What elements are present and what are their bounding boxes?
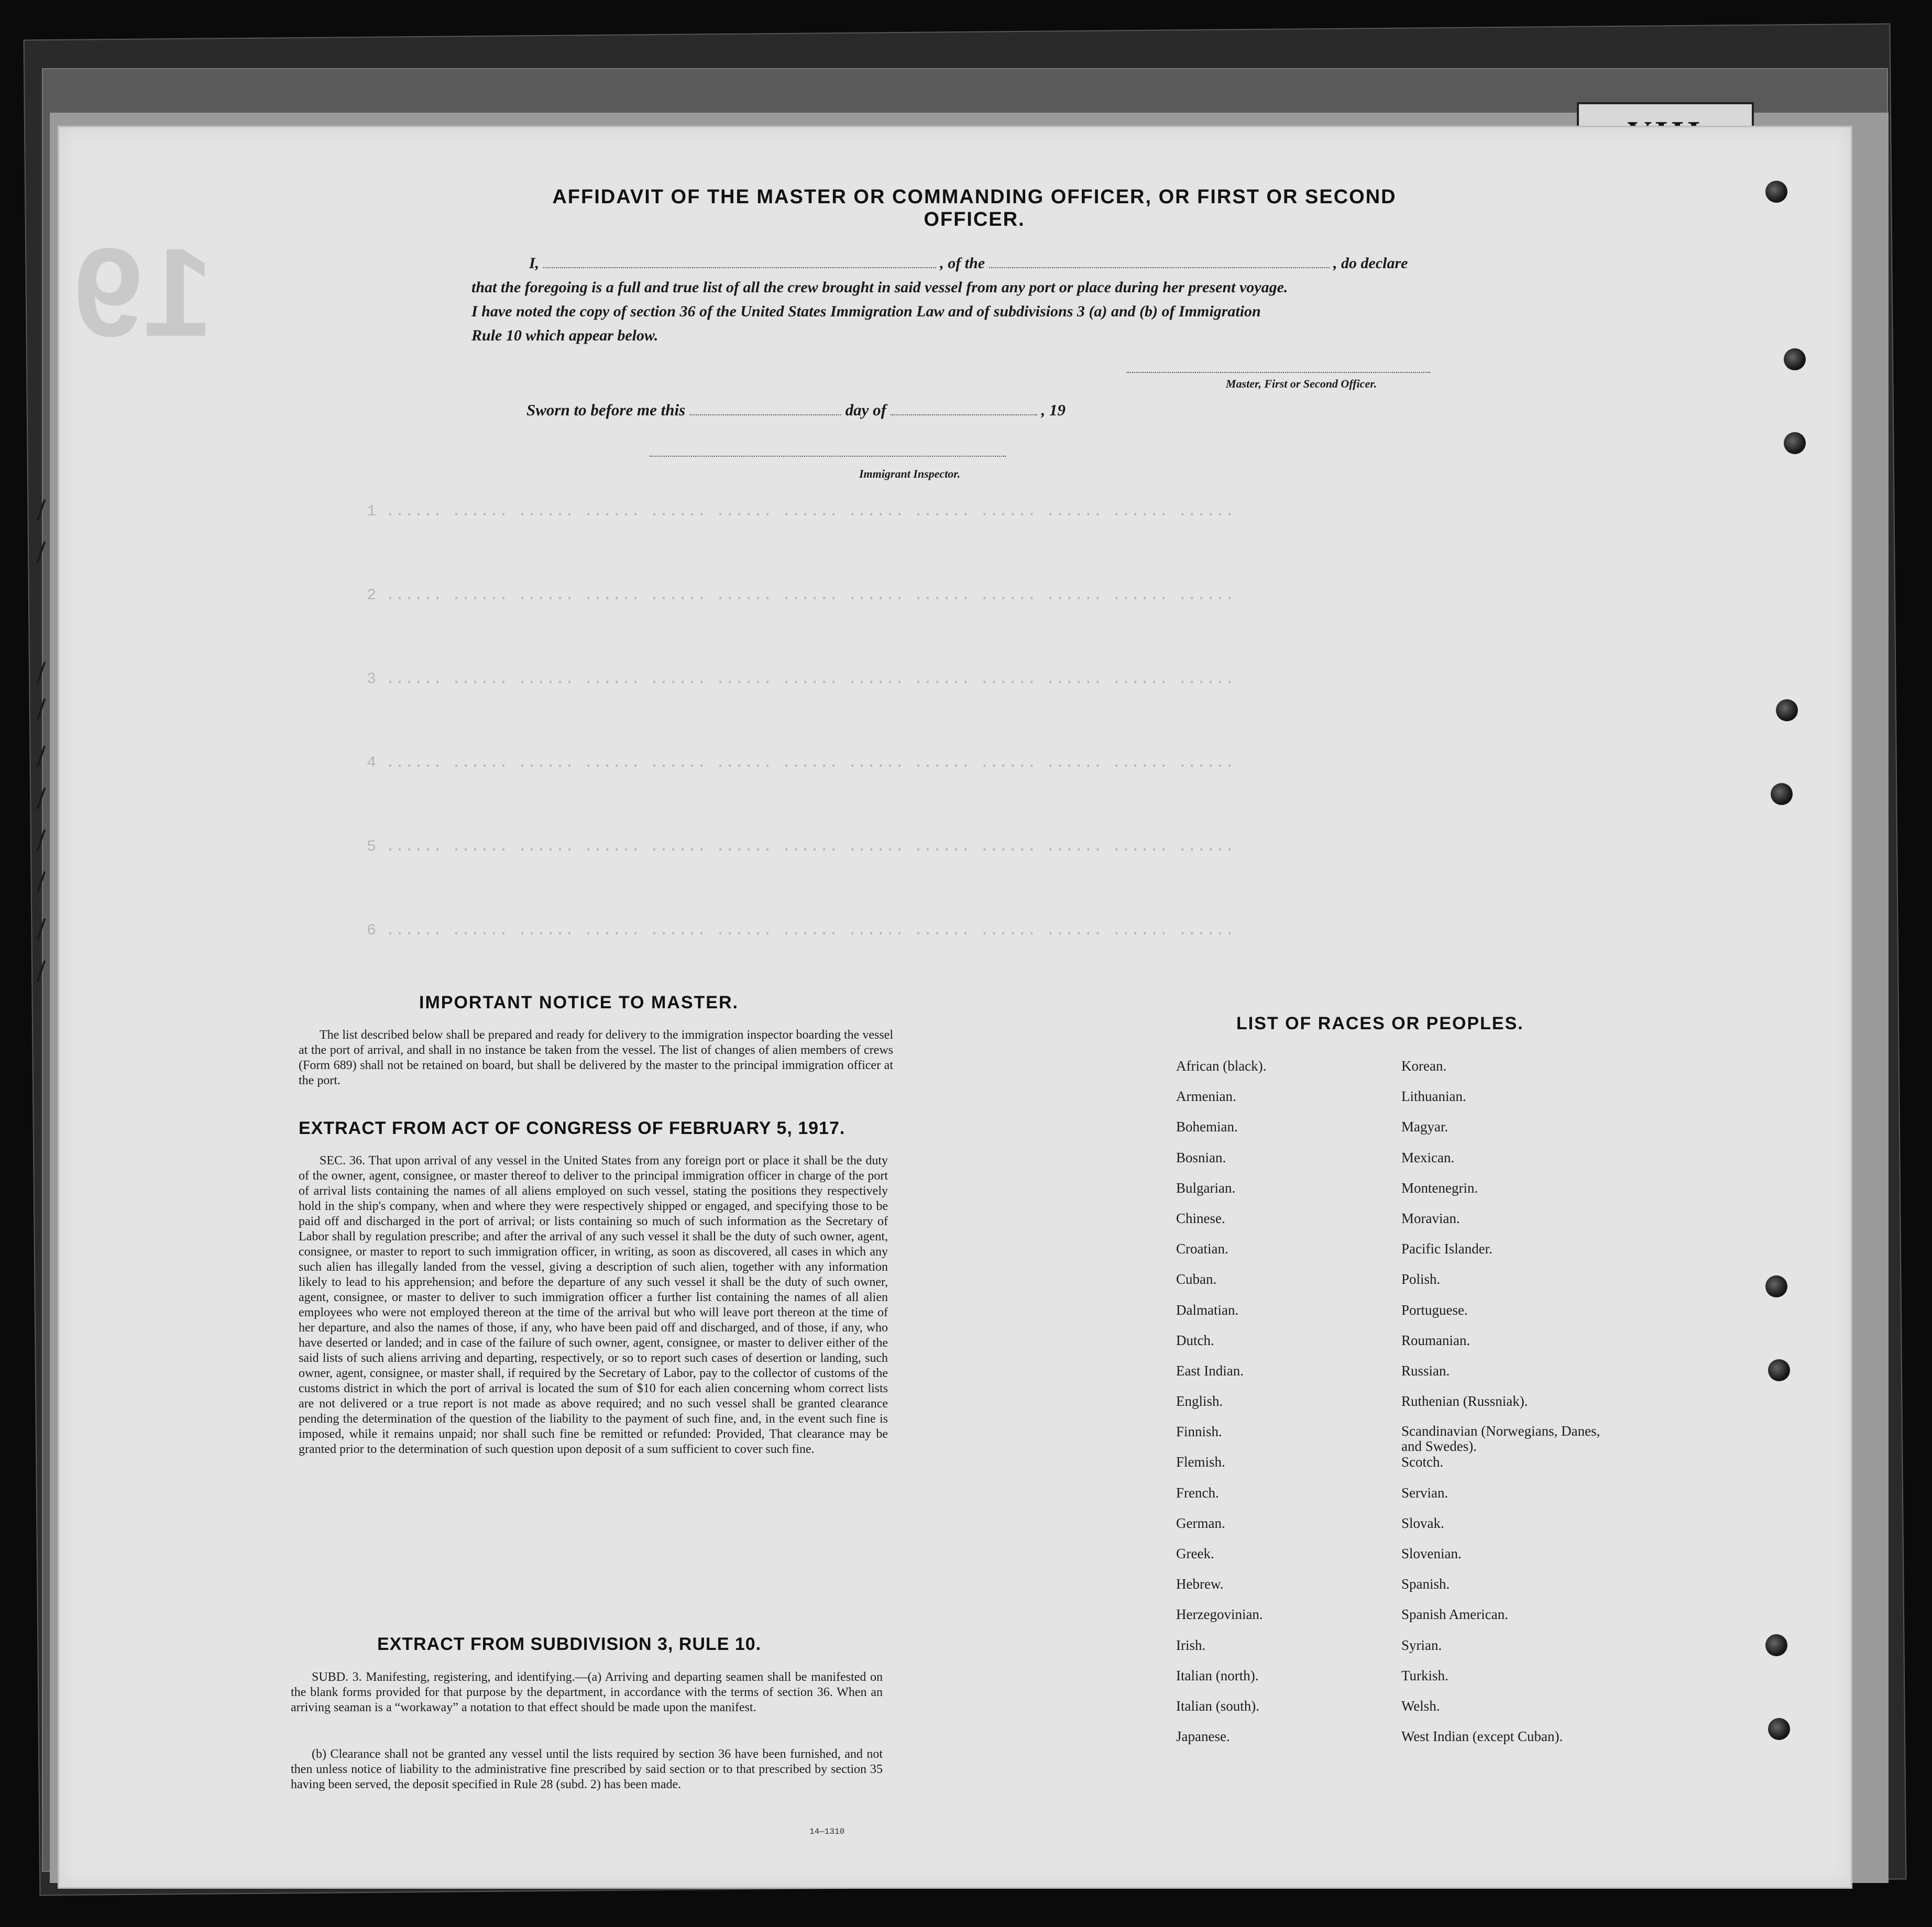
master-signature-line[interactable] [1126, 372, 1430, 373]
binder-hole [1771, 783, 1793, 805]
affidavit-body [471, 251, 1456, 348]
affidavit-line1-start: I, [529, 255, 540, 272]
vessel-name-field[interactable] [989, 267, 1330, 268]
tick-mark: / [37, 823, 46, 857]
race-item: Armenian. [1176, 1088, 1236, 1105]
race-item: Chinese. [1176, 1210, 1225, 1226]
race-item: Russian. [1401, 1362, 1450, 1379]
tick-mark: / [37, 739, 46, 774]
race-item: East Indian. [1176, 1362, 1244, 1379]
race-item: Spanish American. [1401, 1606, 1508, 1623]
bleed-through-row: 2 ...... ...... ...... ...... ...... ...... ...... ...... ...... ...... ...... ...... ...... [367, 587, 1235, 604]
race-item: Flemish. [1176, 1454, 1225, 1470]
race-item: Dalmatian. [1176, 1302, 1239, 1318]
races-title: LIST OF RACES OR PEOPLES. [1236, 1014, 1524, 1033]
rule-title: EXTRACT FROM SUBDIVISION 3, RULE 10. [377, 1634, 762, 1654]
act-text: SEC. 36. That upon arrival of any vessel in the United States from any foreign port or place it shall be the duty of the owner, agent, consignee, or master thereof to deliver to the principal immigration officer in charge of the port of arrival lists containing the names of all aliens employed on such vessel, stating the positions they respectively hold in the ship's company, when and where they were respectively shipped or engaged, and specifying those to be paid off and discharged in the port of arrival; or lists containing so much of such information as the Secretary of Labor shall by regulation prescribe; and after the arrival of any such vessel it shall be the duty of such owner, agent, consignee, or master to report to such immigration officer, in writing, as soon as discovered, all cases in which any such alien has illegally landed from the vessel, giving a description of such alien, together with any information likely to lead to his apprehension; and before the departure of any such vessel it shall be the duty of such owner, agent, consignee, or master to deliver to such immigration officer a further list containing the names of all alien employees who were not employed thereon at the time of the arrival but who will leave port thereon at the time of her departure, and also the names of those, if any, who have been paid off and discharged, and of those, if any, who have deserted or landed; and in case of the failure of such owner, agent, consignee, or master to deliver either of the said lists of such aliens arriving and departing, respectively, or so to report such cases of desertion or landing, such owner, agent, consignee, or master shall, if required by the Secretary of Labor, pay to the collector of customs of the customs district in which the port of arrival is located the sum of $10 for each alien concerning whom correct lists are not delivered or a true report is not made as above required; and no such vessel shall be granted clearance pending the determination of the question of the liability to the payment of such fine, and, in the event such fine is imposed, while it remains unpaid; nor shall such fine be remitted or refunded: Provided, That clearance may be granted prior to the determination of such question upon deposit of a sum sufficient to cover such fine. [299, 1154, 888, 1456]
race-item: English. [1176, 1393, 1223, 1410]
tick-mark: / [37, 535, 46, 569]
race-item: Italian (north). [1176, 1667, 1259, 1683]
affidavit-line4: Rule 10 which appear below. [471, 327, 658, 344]
race-item: Polish. [1401, 1271, 1441, 1287]
race-item: Scotch. [1401, 1454, 1444, 1470]
race-item: West Indian (except Cuban). [1401, 1728, 1563, 1745]
race-item: Magyar. [1401, 1119, 1448, 1135]
sworn-start: Sworn to before me this [526, 401, 686, 419]
binder-hole [1765, 1634, 1787, 1656]
race-item: Japanese. [1176, 1728, 1230, 1745]
binder-hole [1765, 181, 1787, 203]
race-item: Spanish. [1401, 1576, 1450, 1592]
race-item: Dutch. [1176, 1332, 1214, 1348]
sworn-line [526, 401, 1066, 420]
binder-hole [1768, 1359, 1790, 1381]
race-item: Servian. [1401, 1484, 1448, 1501]
races-column-1 [1176, 1058, 1266, 1759]
race-item: Pacific Islander. [1401, 1241, 1492, 1257]
race-item: Greek. [1176, 1546, 1214, 1561]
race-item: Bosnian. [1176, 1149, 1226, 1165]
race-item: Slovenian. [1401, 1546, 1462, 1561]
form-code: 14—1310 [809, 1827, 845, 1836]
race-item: Montenegrin. [1401, 1180, 1478, 1196]
notice-title: IMPORTANT NOTICE TO MASTER. [419, 993, 739, 1012]
race-item: French. [1176, 1484, 1219, 1501]
sworn-end: , 19 [1041, 401, 1066, 419]
race-item: Roumanian. [1401, 1332, 1470, 1348]
binder-hole [1784, 432, 1806, 454]
bleed-through-row: 6 ...... ...... ...... ...... ...... ...... ...... ...... ...... ...... ...... ...... ...... [367, 922, 1235, 940]
bleed-through-row: 1 ...... ...... ...... ...... ...... ...... ...... ...... ...... ...... ...... ...... ...... [367, 503, 1235, 521]
race-item: Bulgarian. [1176, 1180, 1236, 1196]
inspector-caption: Immigrant Inspector. [859, 467, 961, 480]
sworn-mid: day of [845, 401, 886, 419]
bleed-through-row: 4 ...... ...... ...... ...... ...... ...... ...... ...... ...... ...... ...... ...... ...... [367, 754, 1235, 772]
tick-mark: / [37, 912, 46, 946]
affidavit-line1-end: , do declare [1333, 255, 1408, 272]
binder-hole [1784, 348, 1806, 370]
inspector-signature-line[interactable] [650, 456, 1006, 457]
race-item: Italian (south). [1176, 1698, 1259, 1714]
race-item: Mexican. [1401, 1149, 1455, 1165]
race-item: African (black). [1176, 1058, 1267, 1074]
tick-mark: / [37, 865, 46, 899]
affidavit-line1-mid: , of the [940, 255, 985, 272]
race-item: Turkish. [1401, 1667, 1448, 1683]
race-item: Finnish. [1176, 1424, 1222, 1440]
affidavit-line2: that the foregoing is a full and true list of all the crew brought in said vessel from any port or place during her present voyage. [471, 279, 1288, 296]
race-item: Portuguese. [1401, 1302, 1468, 1318]
tick-mark: / [37, 655, 46, 690]
race-item: Welsh. [1401, 1698, 1440, 1714]
tick-mark: / [37, 692, 46, 726]
race-item: Syrian. [1401, 1637, 1442, 1653]
race-item: Cuban. [1176, 1271, 1217, 1287]
master-name-field[interactable] [543, 267, 936, 268]
act-title: EXTRACT FROM ACT OF CONGRESS OF FEBRUARY 5, 1917. [299, 1118, 846, 1138]
race-item: Korean. [1401, 1058, 1447, 1074]
races-column-2 [1401, 1058, 1611, 1759]
bleed-through-row: 3 ...... ...... ...... ...... ...... ...... ...... ...... ...... ...... ...... ...... ...... [367, 670, 1235, 688]
tick-mark: / [37, 781, 46, 816]
affidavit-title: AFFIDAVIT OF THE MASTER OR COMMANDING OFFICER, OR FIRST OR SECOND OFFICER. [552, 186, 1397, 230]
bleed-through-number: 19 [73, 222, 213, 362]
race-item: Irish. [1176, 1637, 1206, 1653]
race-item: Lithuanian. [1401, 1088, 1466, 1105]
affidavit-line3: I have noted the copy of section 36 of the United States Immigration Law and of subdivisions 3 (a) and (b) of Immigration [471, 303, 1261, 320]
bleed-through-row: 5 ...... ...... ...... ...... ...... ...... ...... ...... ...... ...... ...... ...... ...... [367, 838, 1235, 856]
binder-hole [1776, 699, 1798, 721]
race-item: Ruthenian (Russniak). [1401, 1393, 1528, 1410]
race-item: Croatian. [1176, 1241, 1228, 1257]
race-item: Bohemian. [1176, 1119, 1238, 1135]
notice-text: The list described below shall be prepared and ready for delivery to the immigration inspector boarding the vessel at the port of arrival, and shall in no instance be taken from the vessel. The list of changes of alien members of crews (Form 689) shall not be retained on board, but shall be delivered by the master to the principal immigration officer at the port. [299, 1028, 893, 1087]
rule-subd-b: (b) Clearance shall not be granted any vessel until the lists required by section 36 have been furnished, and not then unless notice of liability to the administrative fine prescribed by said section or to that prescribed by section 35 having been served, the deposit specified in Rule 28 (subd. 2) has been made. [291, 1747, 883, 1791]
race-item: Moravian. [1401, 1210, 1460, 1226]
binder-hole [1765, 1275, 1787, 1297]
race-item: Scandinavian (Norwegians, Danes, and Swedes). [1401, 1423, 1600, 1455]
tick-mark: / [37, 493, 46, 527]
race-item: German. [1176, 1515, 1225, 1531]
tick-mark: / [37, 954, 46, 988]
race-item: Hebrew. [1176, 1576, 1224, 1592]
signature-caption: Master, First or Second Officer. [1226, 377, 1377, 390]
sworn-month-field[interactable] [891, 414, 1037, 415]
sworn-day-field[interactable] [689, 414, 841, 415]
binder-hole [1768, 1718, 1790, 1740]
rule-subd-a: SUBD. 3. Manifesting, registering, and identifying.—(a) Arriving and departing seamen shall be manifested on the blank forms provided for that purpose by the department, in accordance with the terms of section 36. When an arriving seaman is a “workaway” a notation to that effect should be made upon the manifest. [291, 1670, 883, 1714]
race-item: Slovak. [1401, 1515, 1444, 1531]
race-item: Herzegovinian. [1176, 1606, 1263, 1623]
